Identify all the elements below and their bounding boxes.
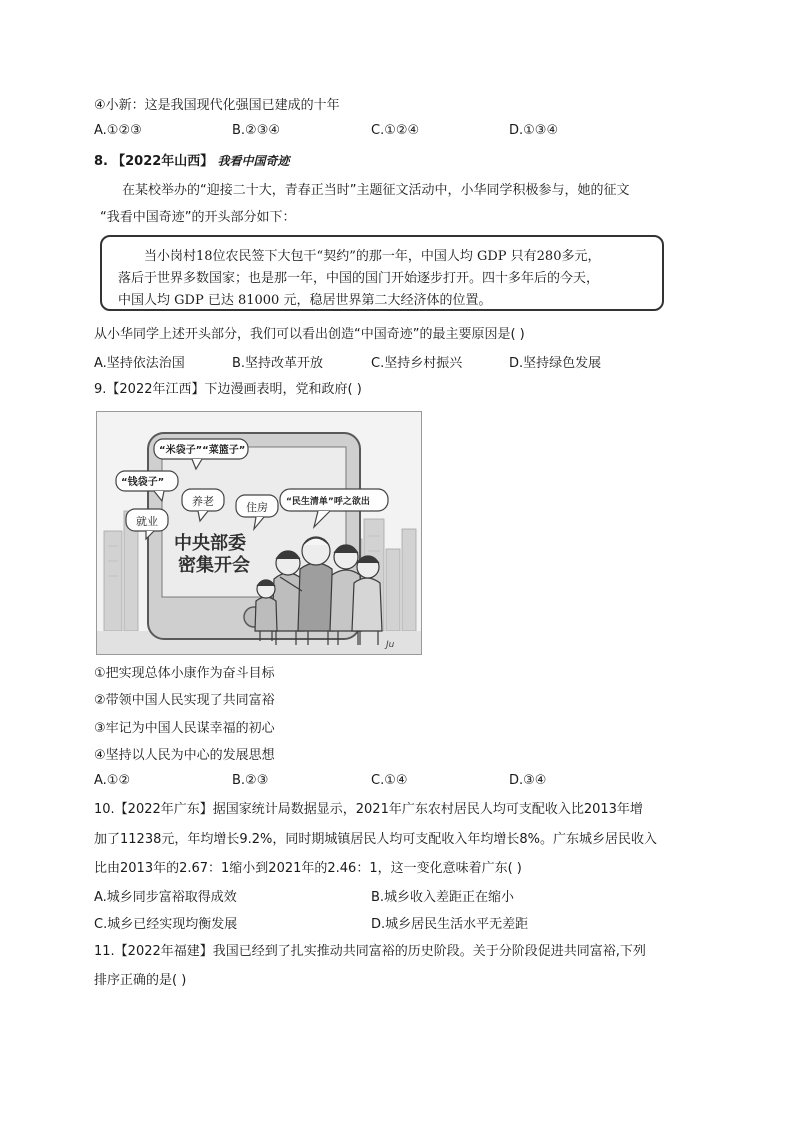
cartoon-signature: Ju: [386, 640, 395, 650]
q10-line-1: 10.【2022年广东】据国家统计局数据显示，2021年广东农村居民人均可支配收入比2013年增: [94, 802, 643, 817]
q7-option-a: A.①②③: [94, 123, 142, 138]
q9-option-a: A.①②: [94, 773, 131, 788]
q8-quote-line-1: 当小岗村18位农民签下大包干“契约”的那一年，中国人均 GDP 只有280多元，: [144, 249, 601, 264]
q11-line-1: 11.【2022年福建】我国已经到了扎实推动共同富裕的历史阶段。关于分阶段促进共同富裕,下列: [94, 944, 646, 959]
cartoon-illustration: [96, 411, 422, 655]
q7-option-b: B.②③④: [232, 123, 281, 138]
q10-option-a: A.城乡同步富裕取得成效: [94, 890, 237, 905]
bubble-elderly-care: 养老: [192, 495, 214, 508]
q8-source: 【2022年山西】: [112, 154, 214, 169]
q9-item-2: ②带领中国人民实现了共同富裕: [94, 693, 275, 708]
q8-quote-box: [100, 235, 664, 311]
screen-text-line-1: 中央部委: [174, 533, 246, 554]
q10-line-2: 加了11238元，年均增长9.2%，同时期城镇居民人均可支配收入年均增长8%。广东城乡居民收入: [94, 832, 658, 847]
q8-options: [94, 352, 634, 370]
q8-question: 从小华同学上述开头部分，我们可以看出创造“中国奇迹”的最主要原因是( ): [94, 327, 525, 342]
q10-option-d: D.城乡居民生活水平无差距: [371, 917, 529, 932]
q9-item-1: ①把实现总体小康作为奋斗目标: [94, 666, 275, 681]
q10-options-row-1: [94, 886, 634, 904]
q10-options-row-2: [94, 913, 634, 931]
q8-title: 我看中国奇迹: [217, 154, 290, 168]
q8-option-b: B.坚持改革开放: [232, 356, 324, 371]
bubble-employment: 就业: [136, 515, 158, 528]
bubble-rice-vegetable: “米袋子”“菜篮子”: [159, 445, 246, 456]
q9-options: [94, 773, 634, 791]
q8-option-d: D.坚持绿色发展: [509, 356, 602, 371]
q8-option-a: A.坚持依法治国: [94, 356, 185, 371]
q7-option-c: C.①②④: [371, 123, 420, 138]
q9-option-b: B.②③: [232, 773, 269, 788]
q8-intro-line-2: “我看中国奇迹”的开头部分如下：: [100, 210, 296, 225]
q9-item-4: ④坚持以人民为中心的发展思想: [94, 748, 275, 763]
q8-quote-line-2: 落后于世界多数国家；也是那一年，中国的国门开始逐步打开。四十多年后的今天，: [118, 271, 600, 286]
q8-option-c: C.坚持乡村振兴: [371, 356, 463, 371]
q9-stem: 9.【2022年江西】下边漫画表明，党和政府( ): [94, 382, 362, 397]
q8-heading: [94, 152, 289, 171]
q9-item-3: ③牢记为中国人民谋幸福的初心: [94, 721, 275, 736]
q9-cartoon: [96, 411, 422, 655]
q7-options: [94, 123, 634, 141]
q10-option-b: B.城乡收入差距正在缩小: [371, 890, 515, 905]
bubble-livelihood-list: “民生清单”呼之欲出: [286, 497, 370, 507]
q7-item-4: ④小新：这是我国现代化强国已建成的十年: [94, 98, 340, 113]
q10-option-c: C.城乡已经实现均衡发展: [94, 917, 238, 932]
q8-quote-line-3: 中国人均 GDP 已达 81000 元，稳居世界第二大经济体的位置。: [118, 293, 492, 308]
q9-option-c: C.①④: [371, 773, 408, 788]
bubble-wallet: “钱袋子”: [121, 477, 165, 488]
q8-number: 8.: [94, 154, 108, 169]
q9-option-d: D.③④: [509, 773, 547, 788]
bubble-housing: 住房: [246, 501, 268, 514]
q8-intro-line-1: 在某校举办的“迎接二十大，青春正当时”主题征文活动中，小华同学积极参与，她的征文: [122, 183, 630, 198]
screen-text-line-2: 密集开会: [178, 555, 250, 576]
q7-option-d: D.①③④: [509, 123, 559, 138]
q10-line-3: 比由2013年的2.67：1缩小到2021年的2.46：1，这一变化意味着广东( ): [94, 861, 522, 876]
q11-line-2: 排序正确的是( ): [94, 973, 187, 988]
